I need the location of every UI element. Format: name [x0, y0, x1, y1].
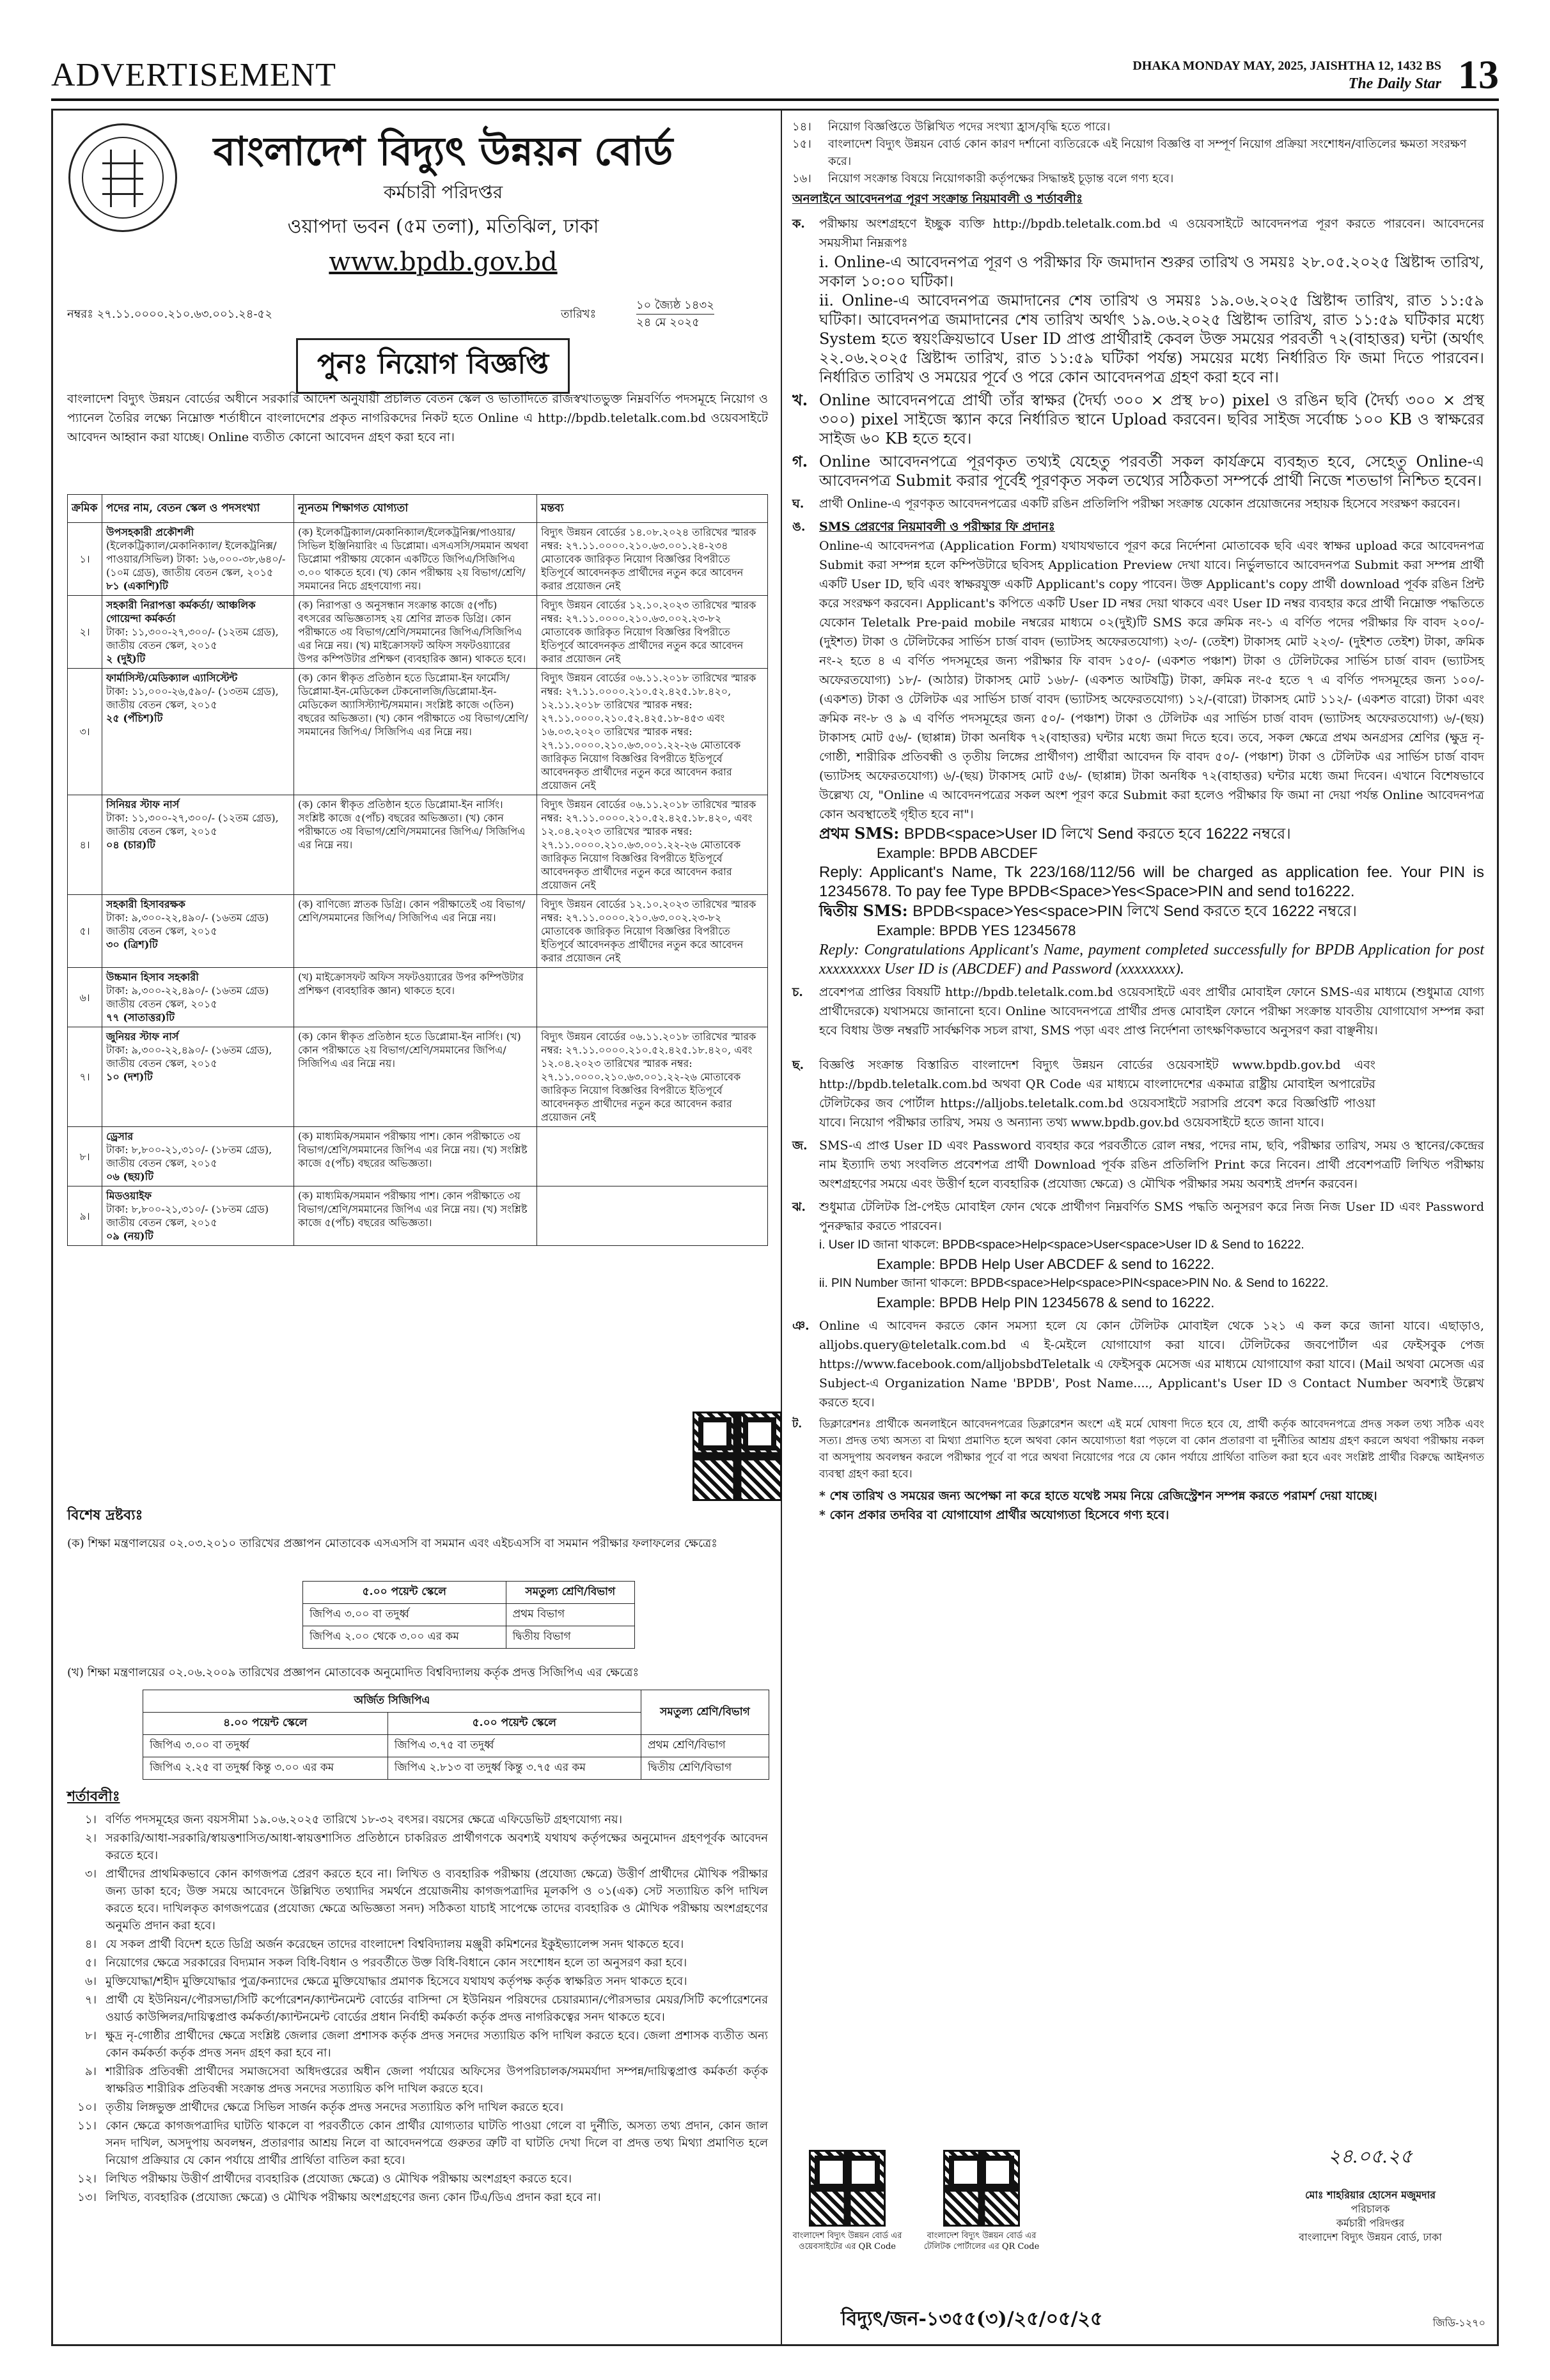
item-text: সরকারি/আধা-সরকারি/স্বায়ত্তশাসিত/আধা-স্বায়ত্তশাসিত প্রতিষ্ঠানে চাকরিরত প্রার্থীগণকে অবশ্যই যথাযথ কর্তৃপক্ষের অনুমোদন গ্রহণপূর্বক আবেদন করতে হবে।: [106, 1832, 768, 1862]
rule-label: ঞ.: [792, 1319, 810, 1333]
table-row: [68, 895, 768, 968]
job-serial: ৭।: [68, 1027, 102, 1127]
advertisement-frame: [51, 109, 1499, 2346]
org-address: ওয়াপদা ভবন (৫ম তলা), মতিঝিল, ঢাকা: [287, 215, 599, 238]
item-text: বাংলাদেশ বিদ্যুৎ উন্নয়ন বোর্ড কোন কারণ দর্শানো ব্যতিরেকে এই নিয়োগ বিজ্ঞপ্তি বা সম্পূর্ণ নিয়োগ প্রক্রিয়া সংশোধন/বাতিলের ক্ষমতা সংরক্ষণ করে।: [828, 137, 1467, 168]
rule-text: ডিক্লারেশনঃ প্রার্থীকে অনলাইনে আবেদনপত্রের ডিক্লারেশন অংশে এই মর্মে ঘোষণা দিতে হবে যে, প্রার্থী কর্তৃক আবেদনপত্রে প্রদত্ত সকল তথ্য সঠিক এবং সত্য। প্রদত্ত তথ্য অসত্য বা মিথ্যা প্রমাণিত হলে অথবা কোন অযোগ্যতা ধরা পড়লে বা কোন প্রতারণা বা দুর্নীতির আশ্রয় গ্রহণ করলে অথবা পরীক্ষায় নকল বা অসদুপায় অবলম্বন করলে পরীক্ষার পূর্বে বা পরে অথবা নিয়োগের পরে যে কোন পর্যায়ে প্রার্থিতা বাতিল করা হবে এবং সংশ্লিষ্ট প্রার্থীর বিরুদ্ধে আইনগত ব্যবস্থা গ্রহণ করা হবে।: [819, 1418, 1484, 1481]
sms2-reply: Reply: Congratulations Applicant's Name, payment completed successfully for BPDB Application for post xxxxxxxxx User ID is (ABCDEF) and Password (xxxxxxxx).: [819, 942, 1484, 977]
rule-text: শুধুমাত্র টেলিটক প্রি-পেইড মোবাইল ফোন থেকে প্রার্থীগণ নিম্নবর্ণিত SMS পদ্ধতি অনুসরণ করে নিজ নিজ User ID এবং Password পুনরুদ্ধার করতে পারবেন।: [819, 1200, 1484, 1233]
list-item: [67, 1991, 768, 2026]
table-row: [303, 1626, 635, 1649]
rule-ca: [792, 983, 1484, 1040]
post-title: উপসহকারী প্রকৌশলী: [106, 526, 194, 538]
job-post: [102, 523, 294, 596]
item-text: প্রার্থীদের প্রাথমিকভাবে কোন কাগজপত্র প্রেরণ করতে হবে না। লিখিত ও ব্যবহারিক পরীক্ষায় (প্রযোজ্য ক্ষেত্রে) উত্তীর্ণ প্রার্থীদের মৌখিক পরীক্ষার জন্য ডাকা হবে; উক্ত সময়ে আবেদনে উল্লিখিত তথ্যাদির সমর্থনে প্রয়োজনীয় কাগজপত্রাদির মূলকপি ও ০১(এক) সেট সত্যায়িত কপি দাখিল করতে হবে। দাখিলকৃত কাগজপত্রের (প্রযোজ্য ক্ষেত্রে অভিজ্ঞতা সনদ) সঠিকতা যাচাই সাপেক্ষে তাদের ব্যবহারিক ও মৌখিক পরীক্ষায় অংশগ্রহণের অনুমতি প্রদান করা হবে।: [106, 1867, 768, 1933]
rule-label: গ.: [792, 452, 808, 471]
recover-pin: ii. PIN Number জানা থাকলে: BPDB<space>Help<space>PIN<space>PIN No. & Send to 16222.: [819, 1277, 1329, 1290]
recover-user-id: i. User ID জানা থাকলে: BPDB<space>Help<space>User<space>User ID & Send to 16222.: [819, 1238, 1304, 1252]
list-item: [67, 2117, 768, 2169]
item-number: ৭।: [84, 1993, 97, 2007]
sms2-example: Example: BPDB YES 12345678: [877, 922, 1076, 938]
post-detail: টাকা: ১১,৩০০-২৭,৩০০/- (১২তম গ্রেড), জাতীয় বেতন স্কেল, ২০১৫: [106, 626, 279, 651]
post-detail: (ইলেকট্রিক্যাল/মেকানিক্যাল/ ইলেকট্রনিক্স/পাওয়ার/সিভিল) টাকা: ১৬,০০০-৩৮,৬৪০/- (১০ম গ্রেড), জাতীয় বেতন স্কেল, ২০১৫: [106, 540, 286, 579]
job-remark: বিদ্যুৎ উন্নয়ন বোর্ডের ০৬.১১.২০১৮ তারিখের স্মারক নম্বর: ২৭.১১.০০০০.২১০.৫২.৪২৫.১৮.৪২০, এবং ১২.০৪.২০২৩ তারিখের স্মারক নম্বর: ২৭.১১.০০০০.২১০.৬৩.০০১.২২-২৬ মোতাবেক জারিকৃত নিয়োগ বিজ্ঞপ্তির বিপরীতে ইতিপূর্বে আবেদনকৃত প্রার্থীদের নতুন করে আবেদন করার প্রয়োজন নেই: [537, 795, 768, 895]
table-row: [68, 669, 768, 795]
job-serial: ২।: [68, 596, 102, 669]
list-item: [67, 2189, 768, 2206]
rule-kha: [792, 391, 1484, 448]
list-item: [67, 2063, 768, 2097]
rule-ja: [792, 1136, 1484, 1194]
post-title: মিডওয়াইফ: [106, 1190, 152, 1202]
gd-code: জিডি-১২৭০: [1432, 2317, 1485, 2329]
list-item: [67, 1811, 768, 1828]
special-note-b: (খ) শিক্ষা মন্ত্রণালয়ের ০২.০৬.২০০৯ তারিখের প্রজ্ঞাপন মোতাবেক অনুমোদিত বিশ্ববিদ্যালয় কর্তৃক প্রদত্ত সিজিপিএ এর ক্ষেত্রেঃ: [67, 1666, 639, 1679]
rule-text: পরীক্ষায় অংশগ্রহণে ইচ্ছুক ব্যক্তি http://bpdb.teletalk.com.bd এ ওয়েবসাইটে আবেদনপত্র পূরণ করতে পারবেন। আবেদনের সময়সীমা নিম্নরূপঃ: [819, 217, 1484, 250]
item-number: ৪।: [84, 1938, 97, 1951]
post-title: সহকারী নিরাপত্তা কর্মকর্তা/ আঞ্চলিক গোয়েন্দা কর্মকর্তা: [106, 599, 256, 625]
job-post: [102, 1127, 294, 1186]
post-title: সহকারী হিসাবরক্ষক: [106, 898, 185, 910]
note-lobbying: [792, 1505, 1484, 1525]
job-serial: ১।: [68, 523, 102, 596]
job-remark: [537, 1186, 768, 1246]
org-block: [200, 130, 686, 277]
rule-text: প্রবেশপত্র প্রাপ্তির বিষয়টি http://bpdb.teletalk.com.bd ওয়েবসাইটে এবং প্রার্থীর মোবাইল ফোনে SMS-এর মাধ্যমে (শুধুমাত্র যোগ্য প্রার্থীদেরকে) যথাসময়ে জানানো হবে। Online আবেদনপত্রে প্রার্থীর প্রদত্ত মোবাইল ফোনে পরীক্ষা সংক্রান্ত যাবতীয় যোগাযোগ সম্পন্ন করা হবে বিধায় উক্ত নম্বরটি সার্বক্ষণিক সচল রাখা, SMS পড়া এবং প্রাপ্ত নির্দেশনা তাৎক্ষণিকভাবে অনুসরণ করা বাঞ্ছনীয়।: [819, 985, 1484, 1038]
signer-org: বাংলাদেশ বিদ্যুৎ উন্নয়ন বোর্ড, ঢাকা: [1299, 2231, 1442, 2243]
conditions-list: [67, 1811, 768, 2207]
item-text: যে সকল প্রার্থী বিদেশ হতে ডিগ্রি অর্জন করেছেন তাদের বাংলাদেশ বিশ্ববিদ্যালয় মঞ্জুরী কমিশনের ইকুইভ্যালেন্স সনদ থাকতে হবে।: [106, 1938, 684, 1951]
rule-ka: [792, 214, 1484, 387]
item-text: লিখিত পরীক্ষায় উত্তীর্ণ প্রার্থীদের ব্যবহারিক (প্রযোজ্য ক্ষেত্রে) ও মৌখিক পরীক্ষায় অংশগ্রহণ করতে হবে।: [106, 2172, 572, 2186]
job-serial: ৫।: [68, 895, 102, 968]
item-number: ৯।: [84, 2065, 97, 2078]
rule-cha: [792, 1055, 1484, 1132]
post-detail: টাকা: ১১,০০০-২৬,৫৯০/- (১৩তম গ্রেড), জাতীয় বেতন স্কেল, ২০১৫: [106, 685, 279, 711]
rule-text: Online আবেদনপত্রে পূরণকৃত তথ্যই যেহেতু পরবর্তী সকল কার্যক্রমে ব্যবহৃত হবে, সেহেতু Online-এ আবেদনপত্র Submit করার পূর্বেই পূরণকৃত সকল তথ্যের সঠিকতা সম্পর্কে প্রার্থী নিজে শতভাগ নিশ্চিত হবেন।: [819, 453, 1484, 490]
table-row: [68, 1186, 768, 1246]
post-title: ফার্মাসিস্ট/মেডিক্যাল এ্যাসিস্টেন্ট: [106, 672, 238, 684]
table-row: [68, 1127, 768, 1186]
post-vacancy: ৮১ (একাশি)টি: [106, 580, 168, 592]
post-vacancy: ০৬ (ছয়)টি: [106, 1171, 153, 1183]
job-qualification: (খ) মাইক্রোসফট অফিস সফটওয়্যারের উপর কম্পিউটার প্রশিক্ষণ (ব্যবহারিক জ্ঞান) থাকতে হবে।: [294, 968, 537, 1027]
job-serial: ৩।: [68, 669, 102, 795]
job-serial: ৬।: [68, 968, 102, 1027]
issue-date: DHAKA MONDAY MAY, 2025, JAISHTHA 12, 1432 BS: [1132, 59, 1441, 73]
job-post: [102, 968, 294, 1027]
item-number: ১৪।: [792, 120, 811, 134]
post-vacancy: ২৫ (পঁচিশ)টি: [106, 712, 163, 724]
qr-teletalk: [918, 2150, 1045, 2252]
job-post: [102, 1027, 294, 1127]
job-qualification: (ক) কোন স্বীকৃত প্রতিষ্ঠান হতে ডিপ্লোমা-ইন নার্সিং। সংশ্লিষ্ট কাজে ৫(পাঁচ) বছরের অভিজ্ঞতা। (খ) কোন পরীক্ষাতে ৩য় বিভাগ/শ্রেণি/সমমানের জিপিএ/ সিজিপিএ এর নিম্নে নয়।: [294, 795, 537, 895]
rule-label: চ.: [792, 985, 803, 999]
item-number: ১১।: [77, 2119, 97, 2133]
qr-code-icon: [943, 2150, 1020, 2227]
sms1-label: প্রথম SMS:: [819, 824, 900, 843]
qr-code-icon: [809, 2150, 886, 2227]
newspaper-header: [51, 51, 1499, 101]
notice-title: পুনঃ নিয়োগ বিজ্ঞপ্তি: [296, 338, 570, 394]
job-qualification: (ক) নিরাপত্তা ও অনুসন্ধান সংক্রান্ত কাজে ৫(পাঁচ) বৎসরের অভিজ্ঞতাসহ ২য় শ্রেণির স্নাতক ডিগ্রি। কোন পরীক্ষাতে ৩য় বিভাগ/শ্রেণি/সমমানের জিপিএ/সিজিপিএ এর নিম্নে নয়। (খ) মাইক্রোসফট অফিস সফটওয়্যারের উপর কম্পিউটার প্রশিক্ষণ (ব্যবহারিক জ্ঞান) থাকতে হবে।: [294, 596, 537, 669]
table-row: [68, 795, 768, 895]
post-title: সিনিয়র স্টাফ নার্স: [106, 798, 180, 811]
item-number: ৫।: [84, 1956, 97, 1970]
gpa-table-ssc: [302, 1581, 635, 1649]
job-remark: বিদ্যুৎ উন্নয়ন বোর্ডের ০৬.১১.২০১৮ তারিখের স্মারক নম্বর: ২৭.১১.০০০০.২১০.৫২.৪২৫.১৮.৪২০, এবং ১২.০৪.২০২৩ তারিখের স্মারক নম্বর: ২৭.১১.০০০০.২১০.৬৩.০০১.২২-২৬ মোতাবেক জারিকৃত নিয়োগ বিজ্ঞপ্তির বিপরীতে ইতিপূর্বে আবেদনকৃত প্রার্থীদের নতুন করে আবেদন করার প্রয়োজন নেই: [537, 1027, 768, 1127]
post-detail: টাকা: ৮,৮০০-২১,৩১০/- (১৮তম গ্রেড) জাতীয় বেতন স্কেল, ২০১৫: [106, 1203, 269, 1229]
post-detail: টাকা: ৯,৩০০-২২,৪৯০/- (১৬তম গ্রেড), জাতীয় বেতন স্কেল, ২০১৫: [106, 1044, 272, 1069]
cgpa-table-header: সমতুল্য শ্রেণি/বিভাগ: [641, 1690, 769, 1735]
item-text: প্রার্থী যে ইউনিয়ন/পৌরসভা/সিটি কর্পোরেশন/ক্যান্টনমেন্ট বোর্ডের বাসিন্দা সে ইউনিয়ন পরিষদের চেয়ারম্যান/পৌরসভার মেয়র/সিটি কর্পোরেশনের ওয়ার্ড কাউন্সিলর/দায়িত্বপ্রাপ্ত কর্মকর্তা/ক্যান্টনমেন্ট বোর্ডের প্রধান নির্বাহী কর্মকর্তা কর্তৃক প্রদত্ত নাগরিকত্বের সনদ থাকতে হবে।: [106, 1993, 768, 2024]
list-item: [67, 1865, 768, 1934]
left-column: [53, 111, 782, 2344]
qr-code-icon: [693, 1412, 782, 1501]
list-item: [792, 118, 1484, 136]
table-cell: প্রথম বিভাগ: [506, 1604, 634, 1626]
item-text: কোন ক্ষেত্রে কাগজপত্রাদির ঘাটতি থাকলে বা পরবর্তীতে কোন প্রার্থীর যোগ্যতার ঘাটতি পাওয়া গেলে বা দুর্নীতি, অসত্য তথ্য প্রদান, কোন জাল সনদ দাখিল, অসদুপায় অবলম্বন, প্রতারণার আশ্রয় নিলে বা আবেদনপত্রে গুরুতর ত্রুটি বা ঘাটতি দেখা দিলে বা প্রদত্ত তথ্য মিথ্যা প্রমাণিত হলে নিয়োগ প্রক্রিয়ার যে কোন পর্যায়ে প্রার্থীর প্রার্থিতা বাতিল করা হবে।: [106, 2119, 768, 2167]
item-number: ১৬।: [792, 172, 811, 185]
item-number: ১৩।: [77, 2191, 97, 2204]
qr-caption: বাংলাদেশ বিদ্যুৎ উন্নয়ন বোর্ড এর ওয়েবসাইটের এর QR Code: [792, 2231, 902, 2252]
item-number: ১।: [84, 1813, 97, 1826]
table-cell: দ্বিতীয় বিভাগ: [506, 1626, 634, 1649]
job-remark: বিদ্যুৎ উন্নয়ন বোর্ডের ১২.১০.২০২৩ তারিখের স্মারক নম্বর: ২৭.১১.০০০০.২১০.৬৩.০০২.২৩-৮২ মোতাবেক জারিকৃত নিয়োগ বিজ্ঞপ্তির বিপরীতে ইতিপূর্বে আবেদনকৃত প্রার্থীদের নতুন করে আবেদন করার প্রয়োজন নেই: [537, 895, 768, 968]
list-item: [67, 1830, 768, 1864]
rule-text: বিজ্ঞপ্তি সংক্রান্ত বিস্তারিত বাংলাদেশ বিদ্যুৎ উন্নয়ন বোর্ডের ওয়েবসাইট www.bpdb.gov.bd এবং http://bpdb.teletalk.com.bd অথবা QR Code এর মাধ্যমে বাংলাদেশের একমাত্র রাষ্ট্রীয় মোবাইল অপারেটর টেলিটকের জব পোর্টাল https://alljobs.teletalk.com.bd ওয়েবসাইটে সরাসরি প্রবেশ করে বিজ্ঞপ্তিটি পাওয়া যাবে। নিয়োগ পরীক্ষার তারিখ, সময় ও অন্যান্য তথ্য www.bpdb.gov.bd ওয়েবসাইটে হতে জানা যাবে।: [819, 1058, 1375, 1130]
rule-nya: [792, 1316, 1484, 1412]
rule-ta: [792, 1416, 1484, 1482]
intro-paragraph: বাংলাদেশ বিদ্যুৎ উন্নয়ন বোর্ডের অধীনে সরকারি আদেশ অনুযায়ী প্রচলিত বেতন স্কেল ও ভাতাদিতে রাজস্বখাতভুক্ত নিম্নবর্ণিত পদসমূহে নিয়োগ ও প্যানেল তৈরির লক্ষ্যে নিম্নোক্ত শর্তাধীনে বাংলাদেশের প্রকৃত নাগরিকদের নিকট হতে Online এ http://bpdb.teletalk.com.bd ওয়েবসাইটে আবেদন আহ্বান করা যাচ্ছে। Online ব্যতীত কোনো আবেদন গ্রহণ করা হবে না।: [67, 392, 768, 444]
sms2-command: BPDB<space>Yes<space>PIN লিখে Send করতে হবে 16222 নম্বরে।: [912, 903, 1357, 920]
table-cell: জিপিএ ৩.৭৫ বা তদুর্ধ্ব: [388, 1735, 641, 1757]
col-remark: মন্তব্য: [537, 495, 768, 523]
conditions-title: শর্তাবলীঃ: [67, 1788, 120, 1805]
item-text: নিয়োগ বিজ্ঞপ্তিতে উল্লিখিত পদের সংখ্যা হ্রাস/বৃদ্ধি হতে পারে।: [828, 120, 1111, 134]
note-text: * শেষ তারিখ ও সময়ের জন্য অপেক্ষা না করে হাতে যথেষ্ট সময় নিয়ে রেজিস্ট্রেশন সম্পন্ন করতে পরামর্শ দেয়া যাচ্ছে।: [819, 1489, 1377, 1503]
signer-dept: কর্মচারী পরিদপ্তর: [1336, 2217, 1405, 2229]
footer-block: [783, 2146, 1498, 2342]
job-remark: [537, 968, 768, 1027]
job-remark: বিদ্যুৎ উন্নয়ন বোর্ডের ০৬.১১.২০১৮ তারিখের স্মারক নম্বর: ২৭.১১.০০০০.২১০.৫২.৪২৫.১৮.৪২০, ১২.১১.২০১৮ তারিখের স্মারক নম্বর: ২৭.১১.০০০০.২১০.৫২.৪২৫.১৮-৪৫৩ এবং ১৬.০৩.২০২০ তারিখের স্মারক নম্বর: ২৭.১১.০০০০.২১০.৬৩.০০১.২২-২৬ মোতাবেক জারিকৃত নিয়োগ বিজ্ঞপ্তির বিপরীতে ইতিপূর্বে আবেদনকৃত প্রার্থীদের নতুন করে আবেদন করার প্রয়োজন নেই: [537, 669, 768, 795]
online-rules-heading: অনলাইনে আবেদনপত্র পূরণ সংক্রান্ত নিয়মাবলী ও শর্তাবলীঃ: [792, 192, 1083, 206]
list-item: [792, 136, 1484, 170]
job-qualification: (ক) ইলেকট্রিক্যাল/মেকানিক্যাল/ইলেকট্রনিক্স/পাওয়ার/সিভিল ইঞ্জিনিয়ারিং এ ডিপ্লোমা। এসএসসি/সমমান অথবা ডিপ্লোমা পরীক্ষায় যেকোন একটিতে জিপিএ/সিজিপিএ ৩.০০ থাকতে হবে। (খ) কোন পরীক্ষায় ২য় বিভাগ/শ্রেণি/সমমানের নিচে গ্রহণযোগ্য নয়।: [294, 523, 537, 596]
item-text: ক্ষুদ্র নৃ-গোষ্ঠীর প্রার্থীদের ক্ষেত্রে সংশ্লিষ্ট জেলার জেলা প্রশাসক কর্তৃক প্রদত্ত সনদের সত্যায়িত কপি দাখিল করতে হবে। জেলা প্রশাসক ব্যতীত অন্য কোন কর্মকর্তা কর্তৃক প্রদত্ত সনদ গ্রহণ করা হবে না।: [106, 2029, 768, 2060]
table-row: [68, 1027, 768, 1127]
job-post: [102, 795, 294, 895]
post-vacancy: ২ (দুই)টি: [106, 653, 146, 665]
rule-label: ট.: [792, 1418, 802, 1431]
rule-text: SMS-এ প্রাপ্ত User ID এবং Password ব্যবহার করে পরবর্তীতে রোল নম্বর, পদের নাম, ছবি, পরীক্ষার তারিখ, সময় ও স্থানের/কেন্দ্রের নাম ইত্যাদি তথ্য সংবলিত প্রবেশপত্র প্রার্থী Download পূর্বক রঙিন প্রতিলিপি Print করে নিবেন। প্রার্থী প্রবেশপত্রটি লিখিত পরীক্ষায় অংশগ্রহণের সময়ে এবং উত্তীর্ণ হলে ব্যবহারিক (প্রযোজ্য ক্ষেত্রে) ও মৌখিক পরীক্ষার সময় অবশ্যই প্রদর্শন করবেন।: [819, 1139, 1484, 1191]
org-dept: কর্মচারী পরিদপ্তর: [383, 182, 503, 203]
job-post: [102, 596, 294, 669]
table-cell: জিপিএ ২.০০ থেকে ৩.০০ এর কম: [303, 1626, 506, 1649]
reference-number: নম্বরঃ ২৭.১১.০০০০.২১০.৬৩.০০১.২৪-৫২: [67, 307, 272, 321]
item-number: ৮।: [84, 2029, 97, 2042]
item-number: ১৫।: [792, 137, 811, 151]
rule-label: ঙ.: [792, 520, 806, 534]
item-text: বর্ণিত পদসমূহের জন্য বয়সসীমা ১৯.০৬.২০২৫ তারিখে ১৮-৩২ বৎসর। বয়সের ক্ষেত্রে এফিডেভিট গ্রহণযোগ্য নয়।: [106, 1813, 623, 1826]
job-remark: [537, 1127, 768, 1186]
col-qualification: ন্যূনতম শিক্ষাগত যোগ্যতা: [294, 495, 537, 523]
list-item: [792, 170, 1484, 187]
table-row: [68, 523, 768, 596]
footer-reference: বিদ্যুৎ/জন-১৩৫৫(৩)/২৫/০৫/২৫: [841, 2308, 1103, 2330]
qr-caption: বাংলাদেশ বিদ্যুৎ উন্নয়ন বোর্ড এর টেলিটক পোর্টালের এর QR Code: [923, 2231, 1040, 2252]
item-number: ১২।: [77, 2172, 97, 2186]
rule-end-date: ii. Online-এ আবেদনপত্র জমাদানের শেষ তারিখ ও সময়ঃ ১৯.০৬.২০২৫ খ্রিষ্টাব্দ তারিখ, রাত ১১:৫৯ ঘটিকা। আবেদনপত্র জমাদানের শেষ তারিখ অর্থাৎ ১৯.০৬.২০২৫ খ্রিষ্টাব্দ তারিখ, রাত ১১:৫৯ ঘটিকার মধ্যে System হতে স্বয়ংক্রিয়ভাবে User ID প্রাপ্ত প্রার্থীরাই কেবল উক্ত সময়ের পরবর্তী ৭২(বাহাত্তর) ঘন্টা (অর্থাৎ ২২.০৬.২০২৫ খ্রিষ্টাব্দ তারিখ, রাত ১১:৫৯ ঘটিকা পর্যন্ত) সময়ের মধ্যে নির্ধারিত ফি জমা দিতে পারবেন। নির্ধারিত তারিখ ও সময়ের পূর্বে ও পরে কোন আবেদনপত্র গ্রহণ করা হবে না।: [819, 292, 1484, 386]
table-row: [143, 1735, 769, 1757]
reference-date: [636, 297, 714, 331]
note-deadline: [792, 1486, 1484, 1505]
signature-block: [1268, 2146, 1473, 2244]
table-row: [303, 1604, 635, 1626]
recover-pin-example: Example: BPDB Help PIN 12345678 & send to 16222.: [877, 1295, 1215, 1311]
job-serial: ৪।: [68, 795, 102, 895]
job-qualification: (ক) কোন স্বীকৃত প্রতিষ্ঠান হতে ডিপ্লোমা-ইন ফার্মেসি/ ডিপ্লোমা-ইন-মেডিকেল টেকনোলজি/ডিপ্লোমা-ইন-মেডিকেল অ্যাসিস্ট্যান্ট/সমমান। সংশ্লিষ্ট কাজে ৩(তিন) বছরের অভিজ্ঞতা। (খ) কোন পরীক্ষাতে ৩য় বিভাগ/শ্রেণি/সমমানের জিপিএ/ সিজিপিএ এর নিম্নে নয়।: [294, 669, 537, 795]
item-number: ৬।: [84, 1975, 97, 1988]
item-text: শারীরিক প্রতিবন্ধী প্রার্থীদের সমাজসেবা অধিদপ্তরের অধীন জেলা পর্যায়ের অফিসের উপপরিচালক/সমমর্যাদা সম্পন্ন/দায়িত্বপ্রাপ্ত কর্মকর্তা কর্তৃক স্বাক্ষরিত শারীরিক প্রতিবন্ধী সংক্রান্ত প্রদত্ত সনদের সত্যায়িত কপি দাখিল করতে হবে।: [106, 2065, 768, 2096]
rule-start-date: i. Online-এ আবেদনপত্র পূরণ ও পরীক্ষার ফি জমাদান শুরুর তারিখ ও সময়ঃ ২৮.০৫.২০২৫ খ্রিষ্টাব্দ তারিখ, সকাল ১০:০০ ঘটিকা।: [819, 253, 1484, 290]
sms-rules-text: Online-এ আবেদনপত্র (Application Form) যথাযথভাবে পূরণ করে নির্দেশনা মোতাবেক ছবি এবং স্বাক্ষর upload করে আবেদনপত্র Submit করা সম্পন্ন হলে কম্পিউটারে ছবিসহ Application Preview দেখা যাবে। নির্ভুলভাবে আবেদনপত্র Submit করা সম্পন্ন প্রার্থী একটি User ID, ছবি এবং স্বাক্ষরযুক্ত একটি Applicant's copy পাবেন। উক্ত Applicant's copy প্রার্থী download পূর্বক রঙিন প্রিন্ট করে সংরক্ষণ করবেন। Applicant's কপিতে একটি User ID নম্বর দেয়া থাকবে এবং User ID নম্বর ব্যবহার করে প্রার্থী নিম্নোক্ত পদ্ধতিতে যেকোন Teletalk Pre-paid mobile নম্বরের মাধ্যমে ০২(দুই)টি SMS করে ক্রমিক নং-১ এ বর্ণিত পদের পরীক্ষার ফি বাবদ ২০০/- (দুইশত) টাকা ও টেলিটকের সার্ভিস চার্জ বাবদ (ভ্যাটসহ অফেরতযোগ্য) ২৩/- (তেইশ) টাকাসহ মোট ২২৩/- (দুইশত তেইশ) টাকা, ক্রমিক নং-২ হতে ৪ এ বর্ণিত পদসমূহের জন্য পরীক্ষার ফি বাবদ ১৫০/- (একশত পঞ্চাশ) টাকা ও টেলিটকের সার্ভিস চার্জ বাবদ (ভ্যাটসহ অফেরতযোগ্য) ১৮/- (আঠার) টাকাসহ মোট ১৬৮/- (একশত আটষট্টি) টাকা, ক্রমিক নং-৫ হতে ৭ এ বর্ণিত পদসমূহের জন্য ১০০/- (একশত) টাকা ও টেলিটক এর সার্ভিস চার্জ বাবদ (ভ্যাটসহ অফেরতযোগ্য) ১২/-(বারো) টাকাসহ মোট ১১২/- (একশত বারো) টাকা এবং ক্রমিক নং-৮ ও ৯ এ বর্ণিত পদসমূহের জন্য ৫০/- (পঞ্চাশ) টাকা ও টেলিটক এর সার্ভিস চার্জ বাবদ (ভ্যাটসহ অফেরতযোগ্য) ৬/-(ছয়) টাকাসহ মোট ৫৬/- (ছাপ্পান্ন) টাকা অনধিক ৭২(বাহাত্তর) ঘন্টার মধ্যে জমা দিতে হবে। তবে, সকল ক্ষেত্রে প্রথম অনগ্রসর শ্রেণির (ক্ষুদ্র নৃ-গোষ্ঠী, শারীরিক প্রতিবন্ধী ও তৃতীয় লিঙ্গের প্রার্থীগণ) প্রার্থীরা আবেদন ফি বাবদ ৫০/- (পঞ্চাশ) টাকা ও টেলিটক এর সার্ভিস চার্জ বাবদ (ভ্যাটসহ অফেরতযোগ্য) ৬/-(ছয়) টাকাসহ মোট ৫৬/- (ছাপ্পান্ন) টাকা অনধিক ৭২(বাহাত্তর) ঘন্টার মধ্যে জমা দিবেন। এখানে বিশেষভাবে উল্লেখ্য যে, "Online এ আবেদনপত্রের সকল অংশ পূরণ করে Submit করা হলেও পরীক্ষার ফি জমা না দেয়া পর্যন্ত Online আবেদনপত্র কোন অবস্থাতেই গৃহীত হবে না"।: [819, 539, 1484, 821]
rule-label: ছ.: [792, 1058, 804, 1072]
col-post: পদের নাম, বেতন স্কেল ও পদসংখ্যা: [102, 495, 294, 523]
jobs-table-header: [68, 495, 768, 523]
job-serial: ৯।: [68, 1186, 102, 1246]
list-item: [67, 2027, 768, 2062]
table-cell: জিপিএ ৩.০০ বা তদুর্ধ্ব: [303, 1604, 506, 1626]
post-detail: টাকা: ৮,৮০০-২১,৩১০/- (১৮তম গ্রেড), জাতীয় বেতন স্কেল, ২০১৫: [106, 1144, 272, 1169]
rule-text: Online এ আবেদন করতে কোন সমস্যা হলে যে কোন টেলিটক মোবাইল থেকে ১২১ এ কল করে জানা যাবে। এছাড়াও, alljobs.query@teletalk.com.bd এ ই-মেইলে যোগাযোগ করা যাবে। টেলিটকের জবপোর্টাল এর ফেইসবুক পেজ https://www.facebook.com/alljobsbdTeletalk এ ফেইসবুক মেসেজ এর মাধ্যমে যোগাযোগ করা যাবে। (Mail অথবা মেসেজ এর Subject-এ Organization Name 'BPDB', Post Name...., Applicant's User ID ও Contact Number অবশ্যই উল্লেখ করতে হবে।: [819, 1319, 1484, 1410]
page-number: 13: [1458, 52, 1499, 97]
rule-label: ক.: [792, 217, 805, 231]
rule-text: Online আবেদনপত্রে প্রার্থী তাঁর স্বাক্ষর (দৈর্ঘ্য ৩০০ × প্রস্থ ৮০) pixel ও রঙিন ছবি (দৈর্ঘ্য ৩০০ × প্রস্থ ৩০০) pixel সাইজে স্ক্যান করে নির্ধারিত স্থানে Upload করবেন। ছবির সাইজ সর্বোচ্চ ১০০ KB ও স্বাক্ষরের সাইজ ৬০ KB হতে হবে।: [819, 391, 1484, 447]
right-column: [783, 111, 1498, 2344]
job-post: [102, 895, 294, 968]
item-number: ২।: [84, 1832, 97, 1845]
item-number: ১০।: [77, 2101, 97, 2114]
post-title: উচ্চমান হিসাব সহকারী: [106, 971, 199, 983]
date-label: তারিখঃ: [561, 307, 597, 321]
paper-name: The Daily Star: [1348, 75, 1441, 92]
signer-name: মোঃ শাহরিয়ার হোসেন মজুমদার: [1304, 2189, 1436, 2201]
bpdb-logo-icon: [68, 123, 177, 232]
rule-jha: [792, 1197, 1484, 1312]
post-detail: টাকা: ১১,৩০০-২৭,৩০০/- (১২তম গ্রেড), জাতীয় বেতন স্কেল, ২০১৫: [106, 812, 279, 837]
job-serial: ৮।: [68, 1127, 102, 1186]
gpa-table-header: সমতুল্য শ্রেণি/বিভাগ: [506, 1582, 634, 1604]
rule-ga: [792, 452, 1484, 490]
qr-website: [783, 2150, 911, 2252]
job-remark: বিদ্যুৎ উন্নয়ন বোর্ডের ১২.১০.২০২৩ তারিখের স্মারক নম্বর: ২৭.১১.০০০০.২১০.৬৩.০০২.২৩-৮২ মোতাবেক জারিকৃত নিয়োগ বিজ্ঞপ্তির বিপরীতে ইতিপূর্বে আবেদনকৃত প্রার্থীদের নতুন করে আবেদন করার প্রয়োজন নেই: [537, 596, 768, 669]
item-text: নিয়োগ সংক্রান্ত বিষয়ে নিয়োগকারী কর্তৃপক্ষের সিদ্ধান্তই চূড়ান্ত বলে গণ্য হবে।: [828, 172, 1174, 185]
post-vacancy: ০৪ (চার)টি: [106, 839, 155, 851]
job-qualification: (ক) মাধ্যমিক/সমমান পরীক্ষায় পাশ। কোন পরীক্ষাতে ৩য় বিভাগ/শ্রেণি/সমমানের জিপিএ এর নিম্নে নয়। (খ) সংশ্লিষ্ট কাজে ৫(পাঁচ) বছরের অভিজ্ঞতা।: [294, 1127, 537, 1186]
section-title: ADVERTISEMENT: [51, 57, 337, 93]
org-name: বাংলাদেশ বিদ্যুৎ উন্নয়ন বোর্ড: [213, 128, 673, 175]
table-cell: জিপিএ ২.৮১৩ বা তদুর্ধ্ব কিন্তু ৩.৭৫ এর কম: [388, 1757, 641, 1780]
item-text: নিয়োগের ক্ষেত্রে সরকারের বিদ্যমান সকল বিধি-বিধান ও পরবর্তীতে উক্ত বিধি-বিধানে কোন সংশোধন হলে তা অনুসরণ করা হবে।: [106, 1956, 687, 1970]
special-note-a: (ক) শিক্ষা মন্ত্রণালয়ের ০২.০৩.২০১০ তারিখের প্রজ্ঞাপন মোতাবেক এসএসসি বা সমমান এবং এইচএসসি বা সমমান পরীক্ষার ফলাফলের ক্ষেত্রেঃ: [67, 1537, 717, 1550]
table-cell: দ্বিতীয় শ্রেণি/বিভাগ: [641, 1757, 769, 1780]
cgpa-table: [143, 1690, 769, 1780]
post-vacancy: ০৯ (নয়)টি: [106, 1230, 153, 1242]
item-text: মুক্তিযোদ্ধা/শহীদ মুক্তিযোদ্ধার পুত্র/কন্যাদের ক্ষেত্রে মুক্তিযোদ্ধার প্রমাণক হিসেবে যথাযথ কর্তৃপক্ষ কর্তৃক স্বাক্ষরিত সনদ থাকতে হবে।: [106, 1975, 687, 1988]
date-english: ২৪ মে ২০২৫: [636, 316, 700, 329]
sms-heading: SMS প্রেরণের নিয়মাবলী ও পরীক্ষার ফি প্রদানঃ: [819, 520, 1055, 534]
job-remark: বিদ্যুৎ উন্নয়ন বোর্ডের ১৪.০৮.২০২৪ তারিখের স্মারক নম্বর: ২৭.১১.০০০০.২১০.৬৩.০০১.২৪-২৩৪ মোতাবেক জারিকৃত নিয়োগ বিজ্ঞপ্তির বিপরীতে ইতিপূর্বে আবেদনকৃত প্রার্থীদের নতুন করে আবেদন করার প্রয়োজন নেই: [537, 523, 768, 596]
rule-label: ঝ.: [792, 1200, 806, 1214]
post-detail: টাকা: ৯,৩০০-২২,৪৯০/- (১৬তম গ্রেড) জাতীয় বেতন স্কেল, ২০১৫: [106, 984, 269, 1010]
rule-text: প্রার্থী Online-এ পূরণকৃত আবেদনপত্রের একটি রঙিন প্রতিলিপি পরীক্ষা সংক্রান্ত যেকোন প্রয়োজনের সহায়ক হিসেবে সংরক্ষণ করবেন।: [819, 497, 1460, 511]
table-cell: জিপিএ ২.২৫ বা তদুর্ধ্ব কিন্তু ৩.০০ এর কম: [143, 1757, 388, 1780]
note-text: * কোন প্রকার তদবির বা যোগাযোগ প্রার্থীর অযোগ্যতা হিসেবে গণ্য হবে।: [819, 1508, 1170, 1522]
cgpa-table-header: ৫.০০ পয়েন্ট স্কেলে: [388, 1713, 641, 1735]
sms2-label: দ্বিতীয় SMS:: [819, 901, 908, 920]
post-detail: টাকা: ৯,৩০০-২২,৪৯০/- (১৬তম গ্রেড) জাতীয় বেতন স্কেল, ২০১৫: [106, 912, 269, 937]
recover-user-id-example: Example: BPDB Help User ABCDEF & send to 16222.: [877, 1256, 1215, 1272]
date-bangla: ১০ জ্যৈষ্ঠ ১৪৩২: [636, 297, 714, 315]
job-qualification: (ক) বাণিজ্যে স্নাতক ডিগ্রি। কোন পরীক্ষাতেই ৩য় বিভাগ/শ্রেণি/সমমানের জিপিএ/ সিজিপিএ এর নিম্নে নয়।: [294, 895, 537, 968]
sms1-example: Example: BPDB ABCDEF: [877, 845, 1038, 861]
job-post: [102, 669, 294, 795]
post-title: ড্রেসার: [106, 1130, 134, 1142]
post-vacancy: ৩০ (ত্রিশ)টি: [106, 938, 158, 951]
table-row: [143, 1757, 769, 1780]
rule-label: ঘ.: [792, 497, 804, 511]
rule-gha: [792, 494, 1484, 513]
rule-umo: [792, 517, 1484, 979]
org-website[interactable]: www.bpdb.gov.bd: [329, 247, 558, 277]
post-title: জুনিয়র স্টাফ নার্স: [106, 1031, 179, 1043]
list-item: [67, 1936, 768, 1953]
rule-label: খ.: [792, 391, 808, 409]
post-vacancy: ১০ (দশ)টি: [106, 1071, 153, 1083]
list-item: [67, 2170, 768, 2188]
list-item: [67, 2099, 768, 2116]
sms1-reply: Reply: Applicant's Name, Tk 223/168/112/56 will be charged as application fee. Your PIN is 12345678. To pay fee Type BPDB<Space>Yes<Space>PIN and send to16222.: [819, 864, 1484, 900]
jobs-table: [67, 494, 768, 1246]
job-qualification: (ক) মাধ্যমিক/সমমান পরীক্ষায় পাশ। কোন পরীক্ষাতে ৩য় বিভাগ/শ্রেণি/সমমানের জিপিএ এর নিম্নে নয়। (খ) সংশ্লিষ্ট কাজে ৫(পাঁচ) বছরের অভিজ্ঞতা।: [294, 1186, 537, 1246]
table-row: [68, 596, 768, 669]
post-vacancy: ৭৭ (সাতাত্তর)টি: [106, 1011, 175, 1023]
table-cell: জিপিএ ৩.০০ বা তদুর্ধ্ব: [143, 1735, 388, 1757]
signer-title: পরিচালক: [1350, 2203, 1390, 2215]
job-post: [102, 1186, 294, 1246]
special-note-title: বিশেষ দ্রষ্টব্যঃ: [67, 1507, 143, 1523]
col-serial: ক্রমিক: [68, 495, 102, 523]
list-item: [67, 1954, 768, 1972]
item-number: ৩।: [84, 1867, 97, 1881]
item-text: তৃতীয় লিঙ্গভুক্ত প্রার্থীদের ক্ষেত্রে সিভিল সার্জন কর্তৃক প্রদত্ত সনদের সত্যায়িত কপি দাখিল করতে হবে।: [106, 2101, 564, 2114]
rule-label: জ.: [792, 1139, 808, 1153]
table-row: [68, 968, 768, 1027]
conditions-continued: [792, 118, 1484, 187]
job-qualification: (ক) কোন স্বীকৃত প্রতিষ্ঠান হতে ডিপ্লোমা-ইন নার্সিং। (খ) কোন পরীক্ষাতে ২য় বিভাগ/শ্রেণি/সমমানের জিপিএ/ সিজিপিএ এর নিম্নে নয়।: [294, 1027, 537, 1127]
table-cell: প্রথম শ্রেণি/বিভাগ: [641, 1735, 769, 1757]
cgpa-table-header: ৪.০০ পয়েন্ট স্কেলে: [143, 1713, 388, 1735]
cgpa-group-header: অর্জিত সিজিপিএ: [143, 1690, 641, 1713]
list-item: [67, 1973, 768, 1990]
sms1-command: BPDB<space>User ID লিখে Send করতে হবে 16222 নম্বরে।: [904, 825, 1291, 843]
signature-scribble: ২৪.০৫.২৫: [1328, 2146, 1413, 2167]
gpa-table-header: ৫.০০ পয়েন্ট স্কেলে: [303, 1582, 506, 1604]
item-text: লিখিত, ব্যবহারিক (প্রযোজ্য ক্ষেত্রে) ও মৌখিক পরীক্ষায় অংশগ্রহণের জন্য কোন টিএ/ডিএ প্রদান করা হবে না।: [106, 2191, 601, 2204]
